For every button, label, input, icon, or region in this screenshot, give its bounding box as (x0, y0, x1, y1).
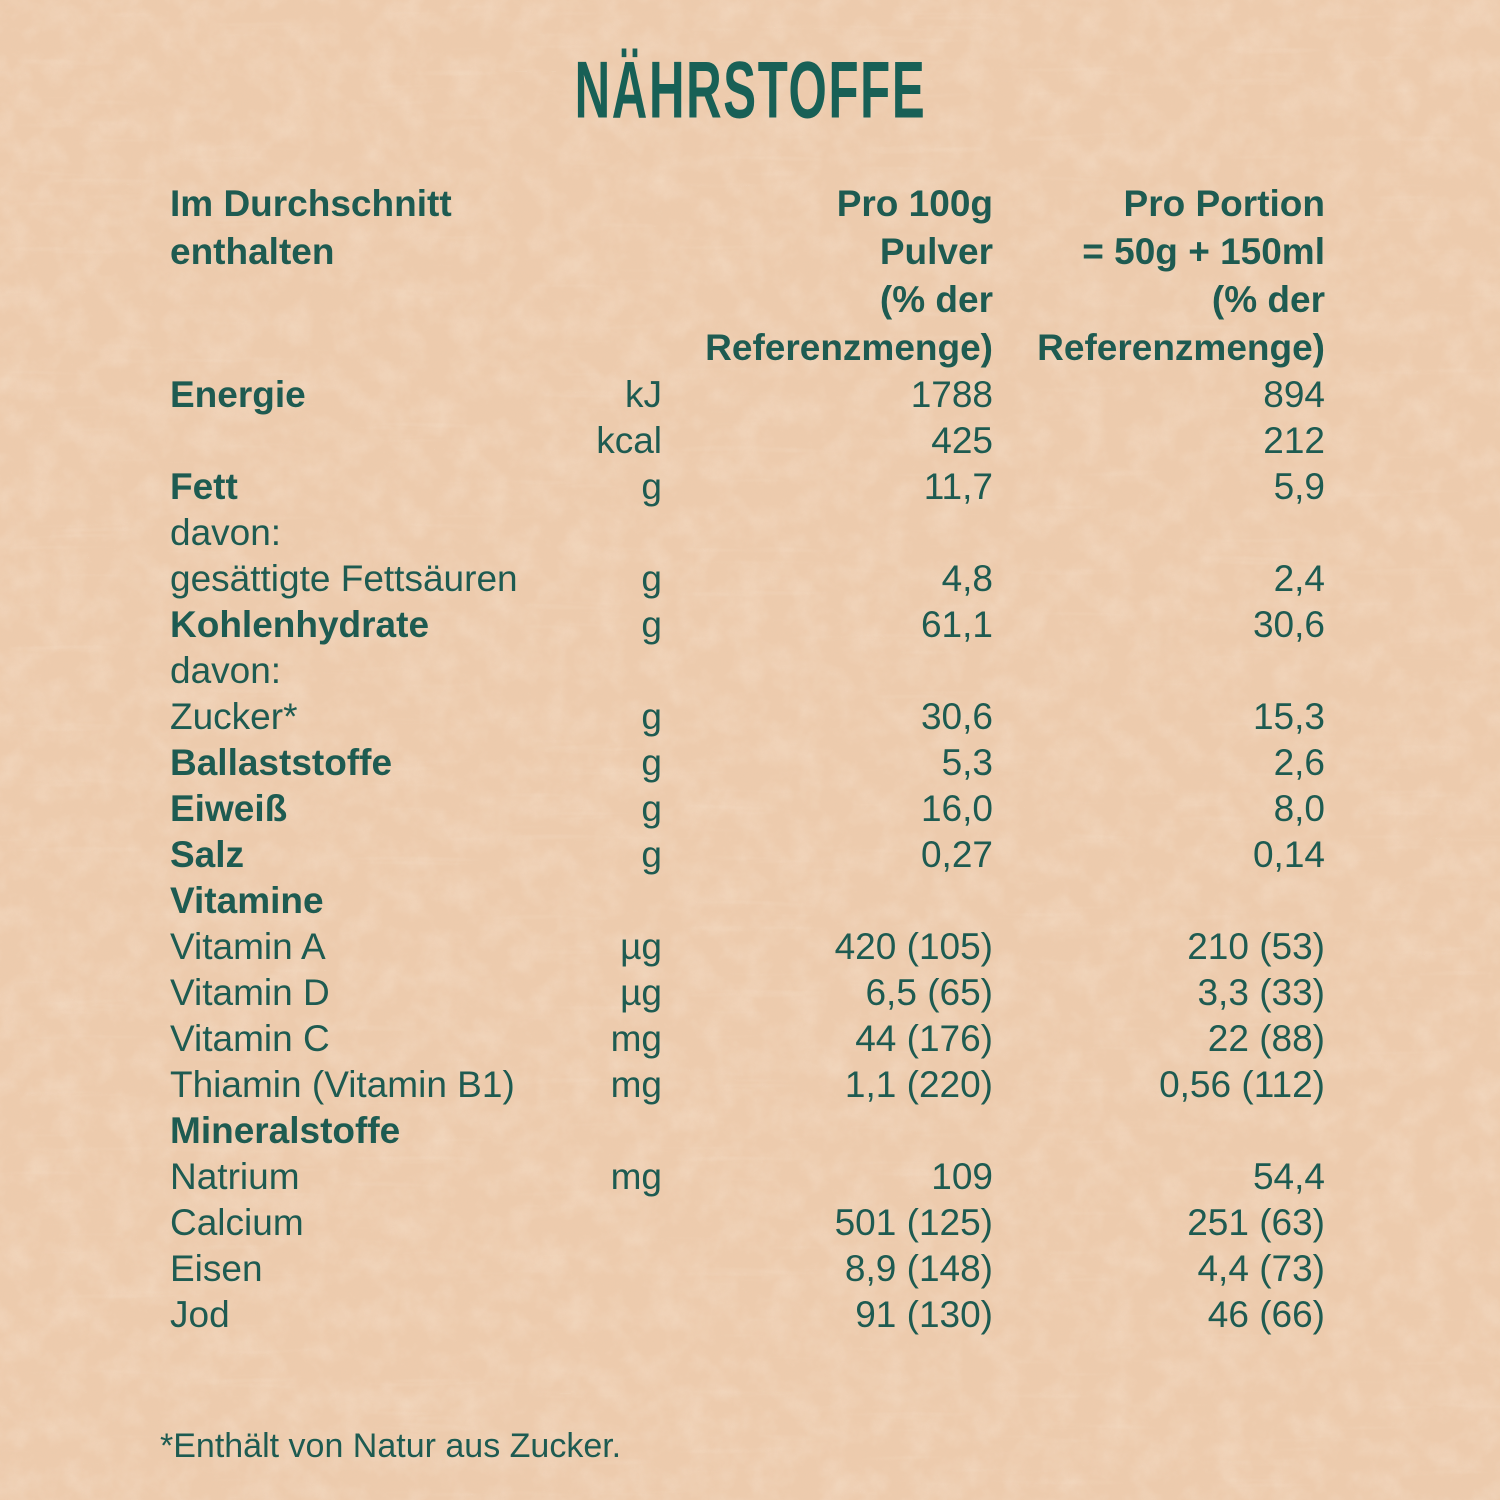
row-unit (578, 510, 662, 556)
row-value-per100g: 91 (130) (855, 1294, 993, 1335)
row-value-per-portion: 0,14 (1252, 834, 1325, 875)
row-label: Salz (170, 834, 245, 875)
row-value-per100g: 6,5 (65) (865, 972, 993, 1013)
row-value-per-portion: 0,56 (112) (1159, 1064, 1325, 1105)
row-value-per100g: 8,9 (148) (844, 1248, 993, 1289)
row-label: Zucker* (170, 696, 298, 737)
row-unit: g (641, 788, 662, 829)
table-body (170, 372, 1325, 1338)
row-value-per100g: 44 (176) (855, 1018, 993, 1059)
table-row (170, 832, 1325, 878)
row-value-per100g: 501 (125) (834, 1202, 993, 1243)
table-row (170, 878, 1325, 924)
row-value-per100g: 420 (105) (834, 926, 993, 967)
row-unit: g (641, 604, 662, 645)
table-row (170, 1246, 1325, 1292)
header-line: Pro Portion (1123, 183, 1325, 224)
row-label: Energie (170, 374, 306, 415)
row-value-per100g (662, 648, 993, 694)
row-value-per-portion: 2,4 (1273, 558, 1325, 599)
table-row (170, 1108, 1325, 1154)
row-value-per-portion: 212 (1263, 420, 1325, 461)
row-unit: g (641, 466, 662, 507)
row-label: Eiweiß (170, 788, 288, 829)
row-value-per-portion: 22 (88) (1207, 1018, 1325, 1059)
row-value-per-portion (993, 648, 1325, 694)
header-line: Pulver (879, 231, 993, 272)
row-label (170, 418, 578, 464)
row-value-per100g: 30,6 (920, 696, 993, 737)
row-value-per-portion (993, 878, 1325, 924)
row-unit: g (641, 834, 662, 875)
row-unit (578, 1246, 662, 1292)
row-value-per100g: 4,8 (941, 558, 993, 599)
row-label: Vitamin D (170, 972, 330, 1013)
page-title: NÄHRSTOFFE (574, 45, 926, 136)
row-unit: g (641, 696, 662, 737)
row-value-per100g: 1,1 (220) (844, 1064, 993, 1105)
column-header-average (170, 180, 662, 372)
row-unit: g (641, 558, 662, 599)
table-row (170, 786, 1325, 832)
column-header-per100g (662, 180, 993, 372)
table-row (170, 602, 1325, 648)
row-value-per100g: 425 (931, 420, 993, 461)
title-area (0, 44, 1500, 136)
row-unit: µg (620, 926, 662, 967)
row-value-per100g: 1788 (910, 374, 993, 415)
row-value-per100g: 16,0 (920, 788, 993, 829)
header-line: Referenzmenge) (705, 327, 993, 368)
row-value-per-portion: 54,4 (1252, 1156, 1325, 1197)
table-row (170, 1016, 1325, 1062)
row-value-per100g: 11,7 (923, 466, 993, 507)
row-value-per-portion: 46 (66) (1207, 1294, 1325, 1335)
row-label: Natrium (170, 1156, 300, 1197)
header-line: enthalten (170, 231, 335, 272)
row-unit: kcal (596, 420, 662, 461)
table-row (170, 418, 1325, 464)
table-row (170, 1154, 1325, 1200)
header-line: Im Durchschnitt (170, 183, 452, 224)
table-row (170, 1200, 1325, 1246)
row-value-per-portion: 3,3 (33) (1197, 972, 1325, 1013)
row-label: Eisen (170, 1248, 263, 1289)
table-row (170, 970, 1325, 1016)
row-value-per100g: 0,27 (920, 834, 993, 875)
row-unit: kJ (625, 374, 662, 415)
row-label: Kohlenhydrate (170, 604, 430, 645)
table-row (170, 648, 1325, 694)
row-label: Calcium (170, 1202, 304, 1243)
row-unit: µg (620, 972, 662, 1013)
row-label: davon: (170, 650, 282, 691)
row-unit: g (641, 742, 662, 783)
row-label: davon: (170, 512, 282, 553)
row-label: Vitamin A (170, 926, 326, 967)
row-value-per-portion: 8,0 (1273, 788, 1325, 829)
row-value-per100g: 61,1 (920, 604, 993, 645)
header-line: = 50g + 150ml (1082, 231, 1325, 272)
row-value-per-portion (993, 1108, 1325, 1154)
row-unit (578, 648, 662, 694)
row-value-per100g (662, 878, 993, 924)
row-unit (578, 1292, 662, 1338)
row-value-per-portion: 2,6 (1273, 742, 1325, 783)
table-row (170, 510, 1325, 556)
table-row (170, 556, 1325, 602)
table-row (170, 694, 1325, 740)
row-value-per-portion: 251 (63) (1187, 1202, 1325, 1243)
table-row (170, 740, 1325, 786)
row-unit: mg (610, 1156, 662, 1197)
header-line: (% der (879, 279, 993, 320)
header-line: Pro 100g (836, 183, 993, 224)
row-label: Ballaststoffe (170, 742, 393, 783)
row-unit (578, 1200, 662, 1246)
row-label: Fett (170, 466, 238, 507)
row-label: Jod (170, 1294, 230, 1335)
row-label: Vitamine (170, 880, 324, 921)
column-header-portion (993, 180, 1325, 372)
table-row (170, 372, 1325, 418)
row-unit (578, 878, 662, 924)
row-value-per-portion: 5,9 (1273, 466, 1325, 507)
table-row (170, 1062, 1325, 1108)
row-unit (578, 1108, 662, 1154)
header-line: (% der (1211, 279, 1325, 320)
row-label: Mineralstoffe (170, 1110, 401, 1151)
row-value-per100g (662, 510, 993, 556)
table-header-row (170, 180, 1325, 372)
row-value-per100g (662, 1108, 993, 1154)
row-unit: mg (610, 1018, 662, 1059)
row-value-per-portion: 4,4 (73) (1197, 1248, 1325, 1289)
row-value-per-portion (993, 510, 1325, 556)
row-value-per-portion: 15,3 (1252, 696, 1325, 737)
row-value-per100g: 109 (931, 1156, 993, 1197)
row-value-per-portion: 894 (1263, 374, 1325, 415)
row-label: Thiamin (Vitamin B1) (170, 1064, 515, 1105)
row-unit: mg (610, 1064, 662, 1105)
table-row (170, 464, 1325, 510)
footnote-text: *Enthält von Natur aus Zucker. (160, 1427, 622, 1465)
row-value-per-portion: 30,6 (1252, 604, 1325, 645)
row-label: gesättigte Fettsäuren (170, 558, 518, 599)
table-row (170, 924, 1325, 970)
nutrition-table (170, 180, 1325, 1338)
row-value-per100g: 5,3 (941, 742, 993, 783)
table-row (170, 1292, 1325, 1338)
header-line: Referenzmenge) (1037, 327, 1325, 368)
row-label: Vitamin C (170, 1018, 330, 1059)
row-value-per-portion: 210 (53) (1187, 926, 1325, 967)
